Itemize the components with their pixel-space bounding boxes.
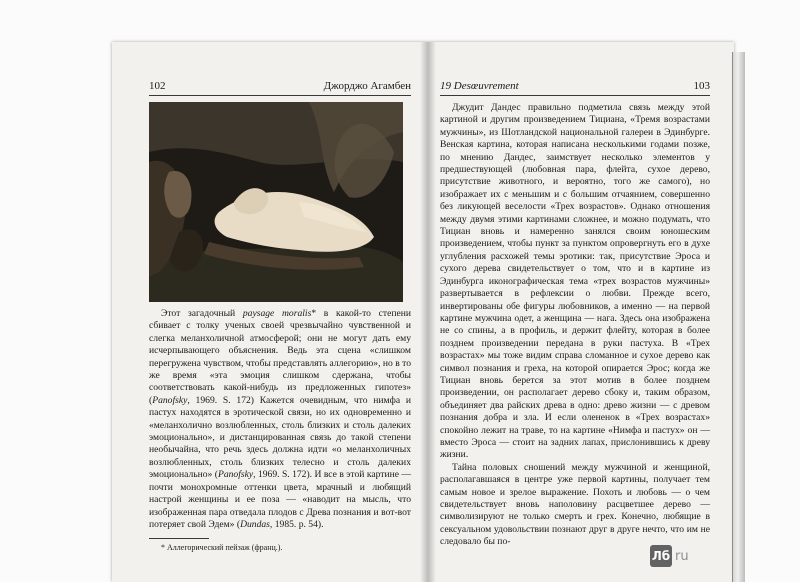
left-text-segment: , 1985. p. 54). [269, 518, 324, 530]
running-header-right [440, 80, 710, 96]
running-header-left [149, 80, 411, 96]
page-number-right: 103 [693, 80, 710, 92]
left-text-segment: , 1969. S. 172). И все в этой картине — почти монохромные оттенки цвета, мрачный и любящий настрой женщины и ее поза — «наводит на мысль, что изображенная пара отведала плодов с Древа познания и вот-вот потеряет свой Эдем» ( [149, 469, 411, 530]
left-text-segment: Этот загадочный [161, 308, 243, 319]
site-watermark [650, 545, 689, 567]
book-gutter [420, 42, 436, 582]
running-title-right: 19 Desœuvrement [440, 80, 519, 92]
right-body-text [440, 102, 710, 549]
footnote: * Аллегорический пейзаж (франц.). [161, 543, 283, 553]
painting-image [149, 102, 403, 302]
footnote-rule [149, 538, 209, 539]
left-page [149, 80, 411, 553]
citation-author: Panofsky [152, 394, 188, 406]
citation-author: Dundas [240, 518, 270, 530]
left-text-segment: , 1969. S. 172) Кажется очевидным, что нимфа и пастух находятся в эротической связи, но их одновременно и «меланхолично возлюбленных, столь близких и столь далеких эмоционально», и дистанцированная связь до такой степени необычайна, что речь здесь должна идти «о меланхоличных возлюбленных, столь близких телесно и столь далеких эмоционально» ( [149, 394, 411, 481]
page-edges [732, 52, 745, 582]
paragraph: Тайна половых сношений между мужчиной и женщиной, располагавшаяся в центре уже первой картины, получает тем самым новое и зрелое выражение. Похоть и любовь — о чем свидетельствует вновь наполовину расцветшее дерево — символизируют не только смерть и грех. Конечно, любящие в сексуальном удовольствии познают друг в друге нечто, что им не следовало бы по- [440, 461, 710, 548]
watermark-text: ru [675, 548, 689, 564]
left-text-segment: * в какой-то степени сбивает с толку ученых своей чрезвычайно чувственной и слегка меланхоличной атмосферой; они не могут дать ему исчерпывающего объяснения. Ведь эта сцена «слишком перегружена чувством, чтобы представлять аллегорию», но в то же время «эта эмоция слишком сдержана, чтобы соответствовать какой-нибудь из предложенных гипотез» ( [149, 308, 412, 406]
italic-term: paysage moralis [242, 308, 312, 319]
citation-author: Panofsky [217, 469, 254, 481]
left-body-text [149, 308, 411, 531]
painting-illustration [149, 102, 403, 302]
page-number-left: 102 [149, 80, 166, 92]
paragraph: Джудит Дандес правильно подметила связь между этой картиной и другим произведением Тициана, «Тремя возрастами мужчины», из Шотландской национальной галереи в Эдинбурге. Венская картина, которая написана несколькими годами позже, по мнению Дандес, заимствует несколько элементов у предшествующей (любовная пара, флейта, сухое дерево, присутствие животного, и вероятно, того же самого), но изображает их с меньшим и с большим отчаянием, совершенно без ликующей веселости «Трех возрастов». Однако отношения между двумя этими картинами сложнее, и можно подумать, что Тициан вновь и намеренно занялся своим юношеским произведением, чтобы пункт за пунктом опровергнуть его в духе углубления расхожей темы эротики: так, присутствие Эроса и сухого дерева свидетельствует о том, что и в картине из Эдинбурга иконографическая тема «трех возрастов мужчины» развертывается в рефлексии о любви. Прежде всего, инвертированы обе фигуры любовников, а именно — на первой картине мужчина одет, а женщина — нага. Здесь она изображена не со спины, а в профиль, и держит флейту, которая в более позднем произведении передана в руки пастуха. В «Трех возрастах» мы тоже видим справа сломанное и сухое дерево как символ познания и греха, на которой опирается Эрос; когда же Тициан вновь берется за этот мотив в более позднем произведении, он располагает дерево сбоку и, таким образом, объединяет два райских древа в одно: древо жизни — с древом познания добра и зла. И если олененок в «Трех возрастах» спокойно лежит на траве, то на картине «Нимфа и пастух» он — вместо Эроса — стоит на задних лапах, прислонившись к древу жизни. [440, 102, 710, 461]
watermark-logo-icon: Лб [650, 545, 672, 567]
running-title-left: Джорджо Агамбен [323, 80, 411, 92]
right-page [440, 80, 710, 549]
